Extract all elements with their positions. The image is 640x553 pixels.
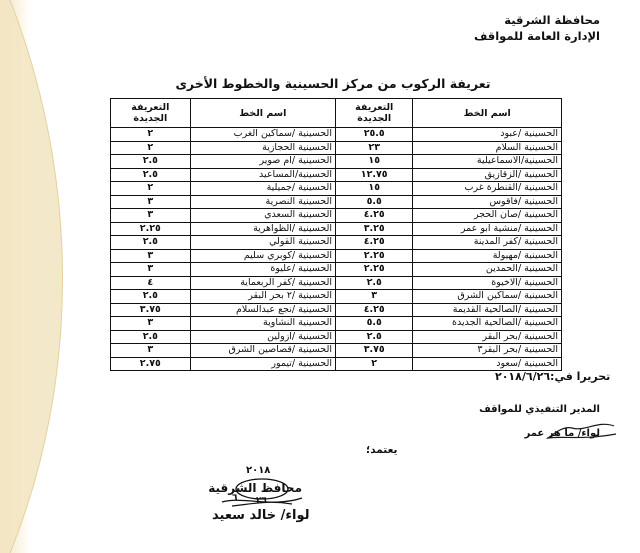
route-fare: ١٥ <box>335 182 412 196</box>
route-fare: ٣ <box>111 317 191 331</box>
route-name: الحسينية /الصالحية الجديدة <box>413 317 562 331</box>
route-name: الحسينية /منشية ابو عمر <box>413 222 562 236</box>
route-name: الحسينية /بحر البقر <box>413 330 562 344</box>
route-fare: ٢.٥ <box>111 330 191 344</box>
route-name: الحسينية القولي <box>190 236 335 250</box>
route-name: الحسينية السلام <box>413 141 562 155</box>
stamp-word: محافظ الشرقية <box>208 481 302 495</box>
route-fare: ٣.٧٥ <box>335 344 412 358</box>
stamp-month: ٦ <box>232 493 238 503</box>
route-name: الحسينية /قصاصين الشرق <box>190 344 335 358</box>
route-name: الحسينية /الظواهرية <box>190 222 335 236</box>
route-name: الحسينية النشاوية <box>190 317 335 331</box>
route-fare: ٣.٧٥ <box>111 303 191 317</box>
route-fare: ٢.٥ <box>111 236 191 250</box>
route-name: الحسينية /كوبري سليم <box>190 249 335 263</box>
route-name: الحسينية النصرية <box>190 195 335 209</box>
approval-label: يعتمد؛ <box>366 444 398 456</box>
route-name: الحسينية /جميلية <box>190 182 335 196</box>
route-name: الحسينية /القنطرة غرب <box>413 182 562 196</box>
route-fare: ٣ <box>111 263 191 277</box>
route-name: الحسينية /بحر البقر٣ <box>413 344 562 358</box>
route-name: الحسينية /نجع عبدالسلام <box>190 303 335 317</box>
table-row <box>111 128 562 142</box>
route-name: الحسينية /الصالحية القديمة <box>413 303 562 317</box>
route-fare: ٣ <box>111 209 191 223</box>
table-row <box>111 357 562 371</box>
col-header-name-1: اسم الخط <box>413 99 562 128</box>
table-row <box>111 290 562 304</box>
route-fare: ٢.٥ <box>335 276 412 290</box>
route-fare: ٤ <box>111 276 191 290</box>
table-row <box>111 249 562 263</box>
header-department: الإدارة العامة للمواقف <box>473 29 600 43</box>
binder-edge <box>0 0 28 553</box>
route-name: الحسينية /ام صوير <box>190 155 335 169</box>
route-fare: ٢٣ <box>335 141 412 155</box>
table-row <box>111 168 562 182</box>
header <box>474 12 600 44</box>
route-fare: ٢.٥ <box>335 330 412 344</box>
route-name: الحسينية الحجازية <box>190 141 335 155</box>
document-page <box>30 0 636 553</box>
route-fare: ٣ <box>111 344 191 358</box>
fare-table-body <box>111 128 562 371</box>
route-fare: ٢.٥ <box>111 290 191 304</box>
table-row <box>111 141 562 155</box>
route-name: الحسينية /سماكين الشرق <box>413 290 562 304</box>
route-name: الحسينية /ازولين <box>190 330 335 344</box>
col-header-price-2: التعريفة الجديدة <box>111 99 191 128</box>
route-fare: ٤.٢٥ <box>335 209 412 223</box>
route-name: الحسينية /كفر الربعماية <box>190 276 335 290</box>
table-header-row <box>111 99 562 128</box>
route-fare: ٢.٢٥ <box>335 263 412 277</box>
route-fare: ٥.٥ <box>335 317 412 331</box>
table-row <box>111 276 562 290</box>
route-fare: ٤.٢٥ <box>335 236 412 250</box>
header-governorate: محافظة الشرقية <box>504 13 600 27</box>
route-fare: ٢ <box>111 141 191 155</box>
route-fare: ٣ <box>111 195 191 209</box>
route-fare: ٣.٢٥ <box>335 222 412 236</box>
route-name: الحسينية /تيمور <box>190 357 335 371</box>
table-row <box>111 222 562 236</box>
route-fare: ٢ <box>335 357 412 371</box>
route-name: الحسينية /عليوة <box>190 263 335 277</box>
stamp-day: ٢٦ <box>256 496 267 506</box>
col-header-price-1: التعريفة الجديدة <box>335 99 412 128</box>
table-row <box>111 317 562 331</box>
route-fare: ٢ <box>111 128 191 142</box>
table-row <box>111 209 562 223</box>
route-name: الحسينية /سماكين الغرب <box>190 128 335 142</box>
document-title: تعريفة الركوب من مركز الحسينية والخطوط الأخرى <box>175 76 491 91</box>
governor-name: لواء/ خالد سعيد <box>212 508 310 523</box>
table-row <box>111 155 562 169</box>
route-name: الحسينية /الحمدين <box>413 263 562 277</box>
executive-title: المدير التنفيذي للمواقف <box>479 404 600 415</box>
table-row <box>111 303 562 317</box>
route-fare: ٥.٥ <box>335 195 412 209</box>
route-name: الحسينية /كفر المدينة <box>413 236 562 250</box>
executive-name: لواء/ ما هر عمر <box>524 428 600 439</box>
table-row <box>111 236 562 250</box>
executive-signature-icon <box>544 418 620 444</box>
route-name: الحسينية /٢ بحر البقر <box>190 290 335 304</box>
route-fare: ٢.٢٥ <box>111 222 191 236</box>
stamp-year: ٢٠١٨ <box>246 465 271 476</box>
route-name: الحسينية /الاخيوة <box>413 276 562 290</box>
table-row <box>111 330 562 344</box>
route-fare: ٣ <box>111 249 191 263</box>
route-name: الحسينية /عبود <box>413 128 562 142</box>
route-name: الحسينية السعدي <box>190 209 335 223</box>
route-name: الحسينية /فاقوس <box>413 195 562 209</box>
route-fare: ٢.٢٥ <box>335 249 412 263</box>
route-fare: ٢.٥ <box>111 155 191 169</box>
route-fare: ٢.٥ <box>111 168 191 182</box>
table-row <box>111 263 562 277</box>
route-name: الحسينية /مهيولة <box>413 249 562 263</box>
route-fare: ٤.٢٥ <box>335 303 412 317</box>
route-name: الحسينية/الاسماعيلية <box>413 155 562 169</box>
route-fare: ٢.٧٥ <box>111 357 191 371</box>
table-row <box>111 195 562 209</box>
route-name: الحسينية /سعود <box>413 357 562 371</box>
route-name: الحسينية /صان الحجر <box>413 209 562 223</box>
fare-table <box>110 98 562 371</box>
route-fare: ١٢.٧٥ <box>335 168 412 182</box>
table-row <box>111 344 562 358</box>
route-fare: ١٥ <box>335 155 412 169</box>
issue-date: تحريرا في:٢٠١٨/٦/٢٦ <box>495 370 611 383</box>
route-name: الحسينية/المساعيد <box>190 168 335 182</box>
col-header-name-2: اسم الخط <box>190 99 335 128</box>
table-row <box>111 182 562 196</box>
route-fare: ٢ <box>111 182 191 196</box>
route-fare: ٢٥.٥ <box>335 128 412 142</box>
route-name: الحسينية /الزقازيق <box>413 168 562 182</box>
route-fare: ٣ <box>335 290 412 304</box>
